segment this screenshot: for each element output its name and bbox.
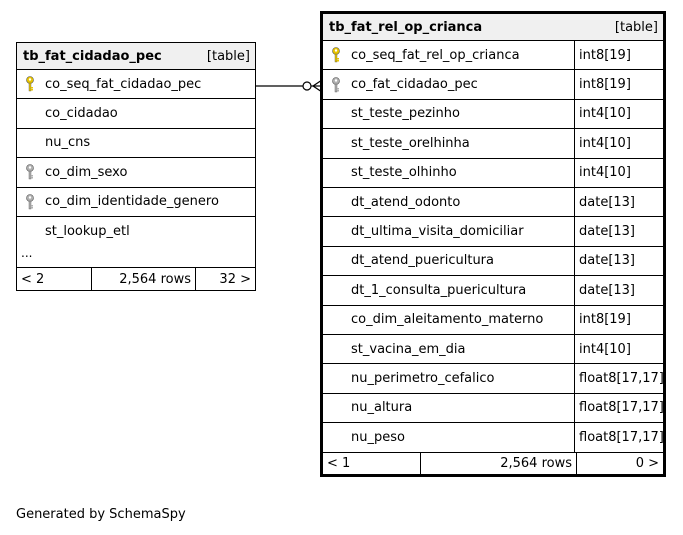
row-count: 2,564 rows — [421, 453, 577, 474]
foreign-key-icon — [21, 194, 39, 210]
column-row[interactable] — [323, 247, 663, 276]
column-row[interactable] — [323, 394, 663, 423]
column-cell — [323, 247, 575, 275]
primary-key-icon — [327, 47, 345, 63]
column-name: st_vacina_em_dia — [351, 341, 466, 357]
column-name: nu_perimetro_cefalico — [351, 370, 495, 386]
primary-key-icon — [21, 76, 39, 92]
column-type: int4[10] — [579, 165, 631, 181]
column-name: co_dim_sexo — [45, 164, 128, 180]
column-cell — [323, 188, 575, 216]
column-cell — [323, 394, 575, 422]
column-cell — [323, 129, 575, 157]
column-cell — [323, 70, 575, 98]
column-cell — [323, 217, 575, 245]
column-name: dt_atend_odonto — [351, 194, 461, 210]
column-row[interactable] — [323, 276, 663, 305]
column-type: int8[19] — [579, 77, 631, 93]
column-row[interactable] — [17, 70, 255, 99]
children-count[interactable]: 32 > — [219, 271, 251, 287]
column-type: int4[10] — [579, 106, 631, 122]
column-name: co_cidadao — [45, 106, 118, 122]
more-columns-ellipsis: ... — [17, 246, 255, 268]
foreign-key-icon — [21, 164, 39, 180]
column-row[interactable] — [17, 99, 255, 128]
column-cell — [323, 100, 575, 128]
column-type: date[13] — [579, 253, 635, 269]
column-cell — [323, 306, 575, 334]
column-row[interactable] — [323, 129, 663, 158]
column-cell — [323, 364, 575, 392]
table-header[interactable] — [17, 43, 255, 70]
column-type: date[13] — [579, 224, 635, 240]
column-type: int8[19] — [579, 47, 631, 63]
column-type: int4[10] — [579, 341, 631, 357]
column-name: nu_altura — [351, 400, 413, 416]
column-name: co_fat_cidadao_pec — [351, 77, 478, 93]
column-cell — [17, 129, 255, 157]
column-row[interactable] — [17, 217, 255, 246]
column-type: date[13] — [579, 282, 635, 298]
column-row[interactable] — [323, 217, 663, 246]
column-name: co_dim_aleitamento_materno — [351, 312, 544, 328]
column-row[interactable] — [323, 70, 663, 99]
column-cell — [17, 188, 255, 216]
column-cell — [17, 217, 255, 246]
column-cell — [17, 158, 255, 186]
column-name: st_teste_pezinho — [351, 106, 460, 122]
column-cell — [323, 41, 575, 69]
column-name: dt_1_consulta_puericultura — [351, 282, 527, 298]
column-name: nu_peso — [351, 430, 405, 446]
column-type: float8[17,17] — [579, 370, 664, 386]
column-cell — [323, 335, 575, 363]
table-tb-fat-cidadao-pec[interactable] — [16, 42, 256, 291]
table-footer — [323, 452, 663, 474]
foreign-key-icon — [327, 77, 345, 93]
column-row[interactable] — [323, 100, 663, 129]
column-cell — [323, 276, 575, 304]
column-name: dt_ultima_visita_domiciliar — [351, 224, 524, 240]
table-name: tb_fat_cidadao_pec — [23, 48, 162, 64]
column-type: float8[17,17] — [579, 430, 664, 446]
column-cell — [17, 70, 255, 98]
parents-count[interactable]: < 2 — [17, 268, 92, 290]
column-row[interactable] — [323, 364, 663, 393]
column-name: co_seq_fat_cidadao_pec — [45, 76, 202, 92]
column-cell — [17, 99, 255, 127]
table-footer — [17, 268, 255, 290]
children-count[interactable]: 0 > — [635, 456, 659, 472]
column-name: st_lookup_etl — [45, 224, 130, 240]
column-row[interactable] — [17, 129, 255, 158]
column-row[interactable] — [17, 188, 255, 217]
column-type: date[13] — [579, 194, 635, 210]
table-name: tb_fat_rel_op_crianca — [329, 19, 483, 35]
column-name: st_teste_olhinho — [351, 165, 457, 181]
column-type: float8[17,17] — [579, 400, 664, 416]
column-row[interactable] — [323, 423, 663, 452]
generator-credit: Generated by SchemaSpy — [16, 507, 186, 522]
column-row[interactable] — [323, 41, 663, 70]
column-row[interactable] — [323, 188, 663, 217]
table-header[interactable] — [323, 14, 663, 41]
column-name: co_seq_fat_rel_op_crianca — [351, 47, 520, 63]
table-kind: [table] — [206, 48, 250, 64]
column-row[interactable] — [323, 159, 663, 188]
column-name: dt_atend_puericultura — [351, 253, 494, 269]
column-row[interactable] — [323, 306, 663, 335]
parents-count[interactable]: < 1 — [323, 453, 421, 474]
column-name: st_teste_orelhinha — [351, 135, 470, 151]
column-name: co_dim_identidade_genero — [45, 194, 219, 210]
table-kind: [table] — [614, 19, 658, 35]
column-row[interactable] — [323, 335, 663, 364]
row-count: 2,564 rows — [92, 268, 196, 290]
column-cell — [323, 423, 575, 452]
column-type: int4[10] — [579, 135, 631, 151]
table-tb-fat-rel-op-crianca[interactable] — [320, 11, 666, 477]
column-type: int8[19] — [579, 312, 631, 328]
column-name: nu_cns — [45, 135, 91, 151]
column-cell — [323, 159, 575, 187]
column-row[interactable] — [17, 158, 255, 187]
